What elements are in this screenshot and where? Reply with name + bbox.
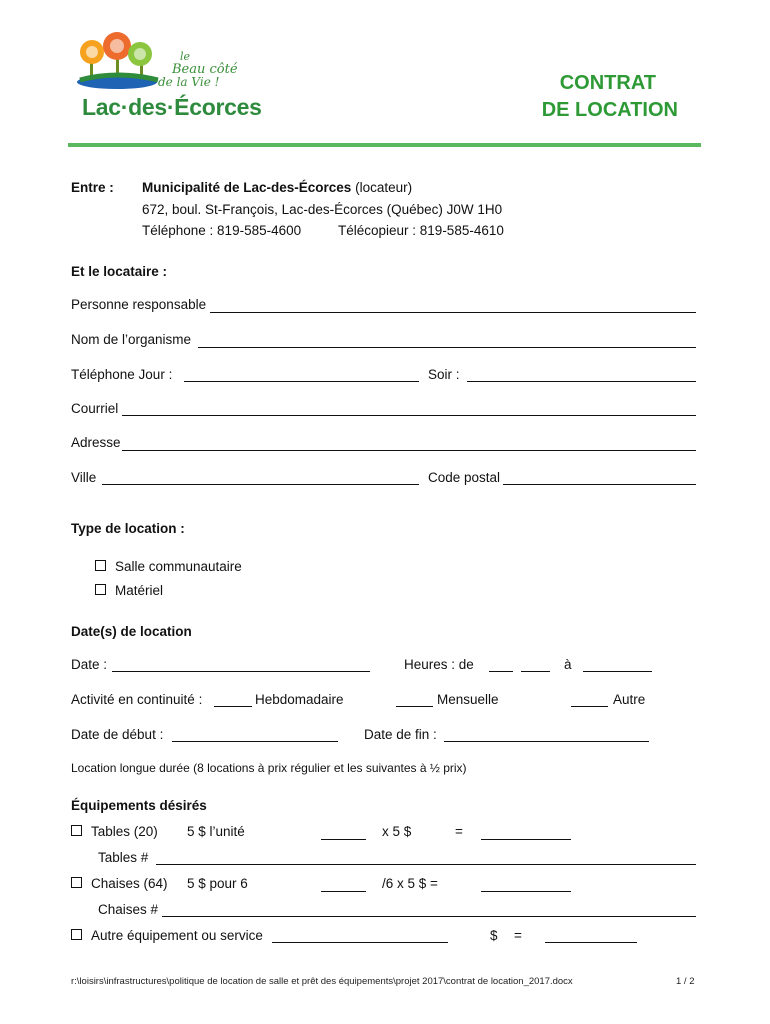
chaises-num-field[interactable] (162, 916, 696, 917)
chaises-price: 5 $ pour 6 (187, 876, 248, 891)
activite-label: Activité en continuité : (71, 692, 203, 707)
tables-total-field[interactable] (481, 839, 571, 840)
heure-fin-field[interactable] (583, 671, 652, 672)
checkbox-icon[interactable] (71, 825, 82, 836)
entre-label: Entre : (71, 180, 114, 195)
header-rule (68, 143, 701, 147)
checkbox-icon[interactable] (95, 584, 106, 595)
heure-debut-field-2[interactable] (521, 671, 550, 672)
responsable-label: Personne responsable (71, 297, 207, 312)
a-label: à (564, 657, 572, 672)
autre-dollar: $ (490, 928, 498, 943)
debut-field[interactable] (172, 741, 338, 742)
checkbox-icon[interactable] (95, 560, 106, 571)
logo-wordmark: Lac·des·Écorces (82, 94, 262, 120)
tables-row[interactable]: Tables (20) (71, 824, 158, 839)
heure-debut-field-1[interactable] (489, 671, 513, 672)
adresse-label: Adresse (71, 435, 121, 450)
tables-num-field[interactable] (156, 864, 696, 865)
tables-qty-field[interactable] (321, 839, 366, 840)
autre-label: Autre (613, 692, 646, 707)
code-postal-label: Code postal (428, 470, 501, 485)
tables-equals: = (455, 824, 463, 839)
date-label: Date : (71, 657, 108, 672)
organisme-field[interactable] (198, 347, 696, 348)
telephone-soir-field[interactable] (467, 381, 696, 382)
heures-label: Heures : de (404, 657, 474, 672)
adresse-field[interactable] (122, 450, 696, 451)
debut-label: Date de début : (71, 727, 164, 742)
option-materiel[interactable]: Matériel (95, 583, 163, 598)
page-number: 1 / 2 (676, 976, 695, 987)
courriel-label: Courriel (71, 401, 119, 416)
telephone-jour-label: Téléphone Jour : (71, 367, 173, 382)
locataire-heading: Et le locataire : (71, 264, 168, 279)
mensuelle-field[interactable] (396, 706, 433, 707)
footer-path: r:\loisirs\infrastructures\politique de location de salle et prêt des équipements\projet 2017\contrat de location_2017.docx (71, 976, 573, 987)
courriel-field[interactable] (122, 415, 696, 416)
tables-multiplier: x 5 $ (382, 824, 412, 839)
autre-total-field[interactable] (545, 942, 637, 943)
autre-equipement-row[interactable]: Autre équipement ou service (71, 928, 263, 943)
date-field[interactable] (112, 671, 370, 672)
autre-equipement-field[interactable] (272, 942, 448, 943)
locateur-fax: Télécopieur : 819-585-4610 (338, 223, 504, 238)
longue-duree-note: Location longue durée (8 locations à prix régulier et les suivantes à ½ prix) (71, 761, 467, 775)
fin-field[interactable] (444, 741, 649, 742)
chaises-num-label: Chaises # (98, 902, 159, 917)
mensuelle-label: Mensuelle (437, 692, 499, 707)
responsable-field[interactable] (210, 312, 696, 313)
option-salle-communautaire[interactable]: Salle communautaire (95, 559, 242, 574)
autre-field[interactable] (571, 706, 608, 707)
equipements-heading: Équipements désirés (71, 798, 207, 813)
soir-label: Soir : (428, 367, 460, 382)
locateur-address: 672, boul. St-François, Lac-des-Écorces (Québec) J0W 1H0 (142, 202, 503, 217)
chaises-row[interactable]: Chaises (64) (71, 876, 168, 891)
ville-label: Ville (71, 470, 97, 485)
tables-num-label: Tables # (98, 850, 149, 865)
hebdo-field[interactable] (214, 706, 252, 707)
locateur-phone: Téléphone : 819-585-4600 (142, 223, 302, 238)
ville-field[interactable] (102, 484, 419, 485)
fin-label: Date de fin : (364, 727, 437, 742)
dates-heading: Date(s) de location (71, 624, 192, 639)
checkbox-icon[interactable] (71, 877, 82, 888)
organisme-label: Nom de l’organisme (71, 332, 192, 347)
chaises-total-field[interactable] (481, 891, 571, 892)
document-title: CONTRAT DE LOCATION (541, 72, 678, 121)
chaises-qty-field[interactable] (321, 891, 366, 892)
logo-slogan: le Beau côté de la Vie ! (158, 50, 238, 89)
type-location-heading: Type de location : (71, 521, 185, 536)
telephone-jour-field[interactable] (184, 381, 419, 382)
autre-equals: = (514, 928, 522, 943)
tables-price: 5 $ l’unité (187, 824, 245, 839)
locateur-org: Municipalité de Lac-des-Écorces (locateur) (142, 180, 413, 195)
chaises-multiplier: /6 x 5 $ = (382, 876, 438, 891)
checkbox-icon[interactable] (71, 929, 82, 940)
hebdo-label: Hebdomadaire (255, 692, 344, 707)
code-postal-field[interactable] (503, 484, 696, 485)
